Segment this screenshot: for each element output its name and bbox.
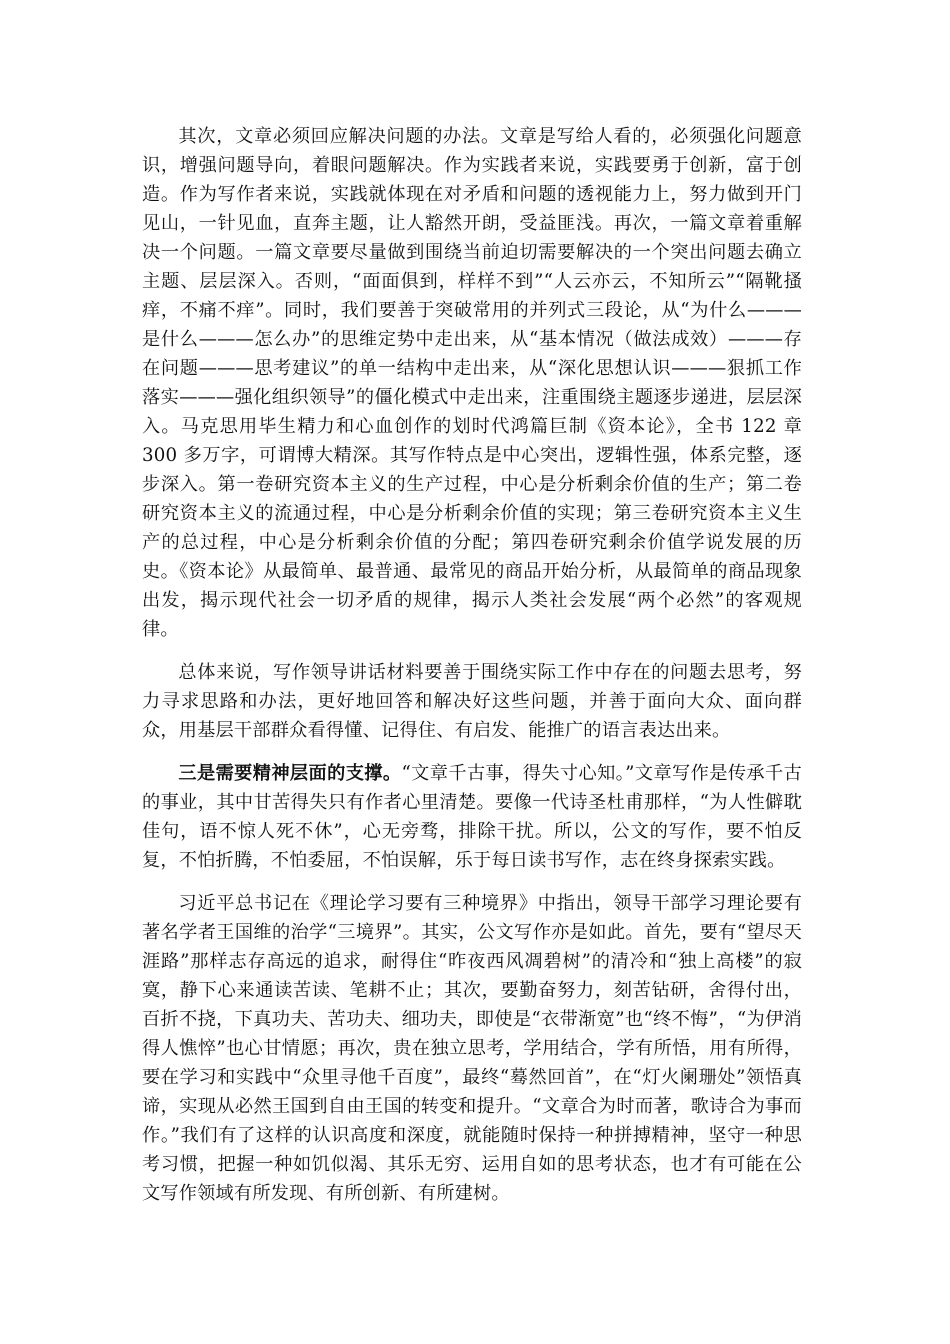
document-page bbox=[142, 122, 802, 1222]
paragraph-2 bbox=[142, 658, 802, 745]
paragraph-2-text: 总体来说，写作领导讲话材料要善于围绕实际工作中存在的问题去思考，努力寻求思路和办法，更好地回答和解决好这些问题，并善于面向大众、面向群众，用基层干部群众看得懂、记得住、有启发、能推广的语言表达出来。 bbox=[142, 662, 802, 741]
paragraph-4-text: 习近平总书记在《理论学习要有三种境界》中指出，领导干部学习理论要有著名学者王国维的治学“三境界”。其实，公文写作亦是如此。首先，要有“望尽天涯路”那样志存高远的追求，耐得住“昨夜西风凋碧树”的清冷和“独上高楼”的寂寞，静下心来通读苦读、笔耕不止；其次，要勤奋努力，刻苦钻研，舍得付出，百折不挠，下真功夫、苦功夫、细功夫，即使是“衣带渐宽”也“终不悔”，“为伊消得人憔悴”也心甘情愿；再次，贵在独立思考，学用结合，学有所悟，用有所得，要在学习和实践中“众里寻他千百度”，最终“蓦然回首”，在“灯火阑珊处”领悟真谛，实现从必然王国到自由王国的转变和提升。“文章合为时而著，歌诗合为事而作。”我们有了这样的认识高度和深度，就能随时保持一种拼搏精神，坚守一种思考习惯，把握一种如饥似渴、其乐无穷、运用自如的思考状态，也才有可能在公文写作领域有所发现、有所创新、有所建树。 bbox=[142, 893, 802, 1204]
paragraph-3-heading: 三是需要精神层面的支撑。 bbox=[178, 763, 402, 784]
paragraph-4 bbox=[142, 889, 802, 1208]
paragraph-1 bbox=[142, 122, 802, 644]
paragraph-3 bbox=[142, 759, 802, 875]
paragraph-1-text: 其次，文章必须回应解决问题的办法。文章是写给人看的，必须强化问题意识，增强问题导向，着眼问题解决。作为实践者来说，实践要勇于创新，富于创造。作为写作者来说，实践就体现在对矛盾和问题的透视能力上，努力做到开门见山，一针见血，直奔主题，让人豁然开朗，受益匪浅。再次，一篇文章着重解决一个问题。一篇文章要尽量做到围绕当前迫切需要解决的一个突出问题去确立主题、层层深入。否则，“面面俱到，样样不到”“人云亦云，不知所云”“隔靴搔痒，不痛不痒”。同时，我们要善于突破常用的并列式三段论，从“为什么———是什么———怎么办”的思维定势中走出来，从“基本情况（做法成效）———存在问题———思考建议”的单一结构中走出来，从“深化思想认识———狠抓工作落实———强化组织领导”的僵化模式中走出来，注重围绕主题逐步递进，层层深入。马克思用毕生精力和心血创作的划时代鸿篇巨制《资本论》，全书 122 章 300 多万字，可谓博大精深。其写作特点是中心突出，逻辑性强，体系完整，逐步深入。第一卷研究资本主义的生产过程，中心是分析剩余价值的生产；第二卷研究资本主义的流通过程，中心是分析剩余价值的实现；第三卷研究资本主义生产的总过程，中心是分析剩余价值的分配；第四卷研究剩余价值学说发展的历史。《资本论》从最简单、最普通、最常见的商品开始分析，从最简单的商品现象出发，揭示现代社会一切矛盾的规律，揭示人类社会发展“两个必然”的客观规律。 bbox=[142, 126, 802, 640]
paragraph-3-text: “文章千古事，得失寸心知。”文章写作是传承千古的事业，其中甘苦得失只有作者心里清楚。要像一代诗圣杜甫那样，“为人性僻耽佳句，语不惊人死不休”，心无旁骛，排除干扰。所以，公文的写作，要不怕反复，不怕折腾，不怕委屈，不怕误解，乐于每日读书写作，志在终身探索实践。 bbox=[142, 763, 802, 871]
